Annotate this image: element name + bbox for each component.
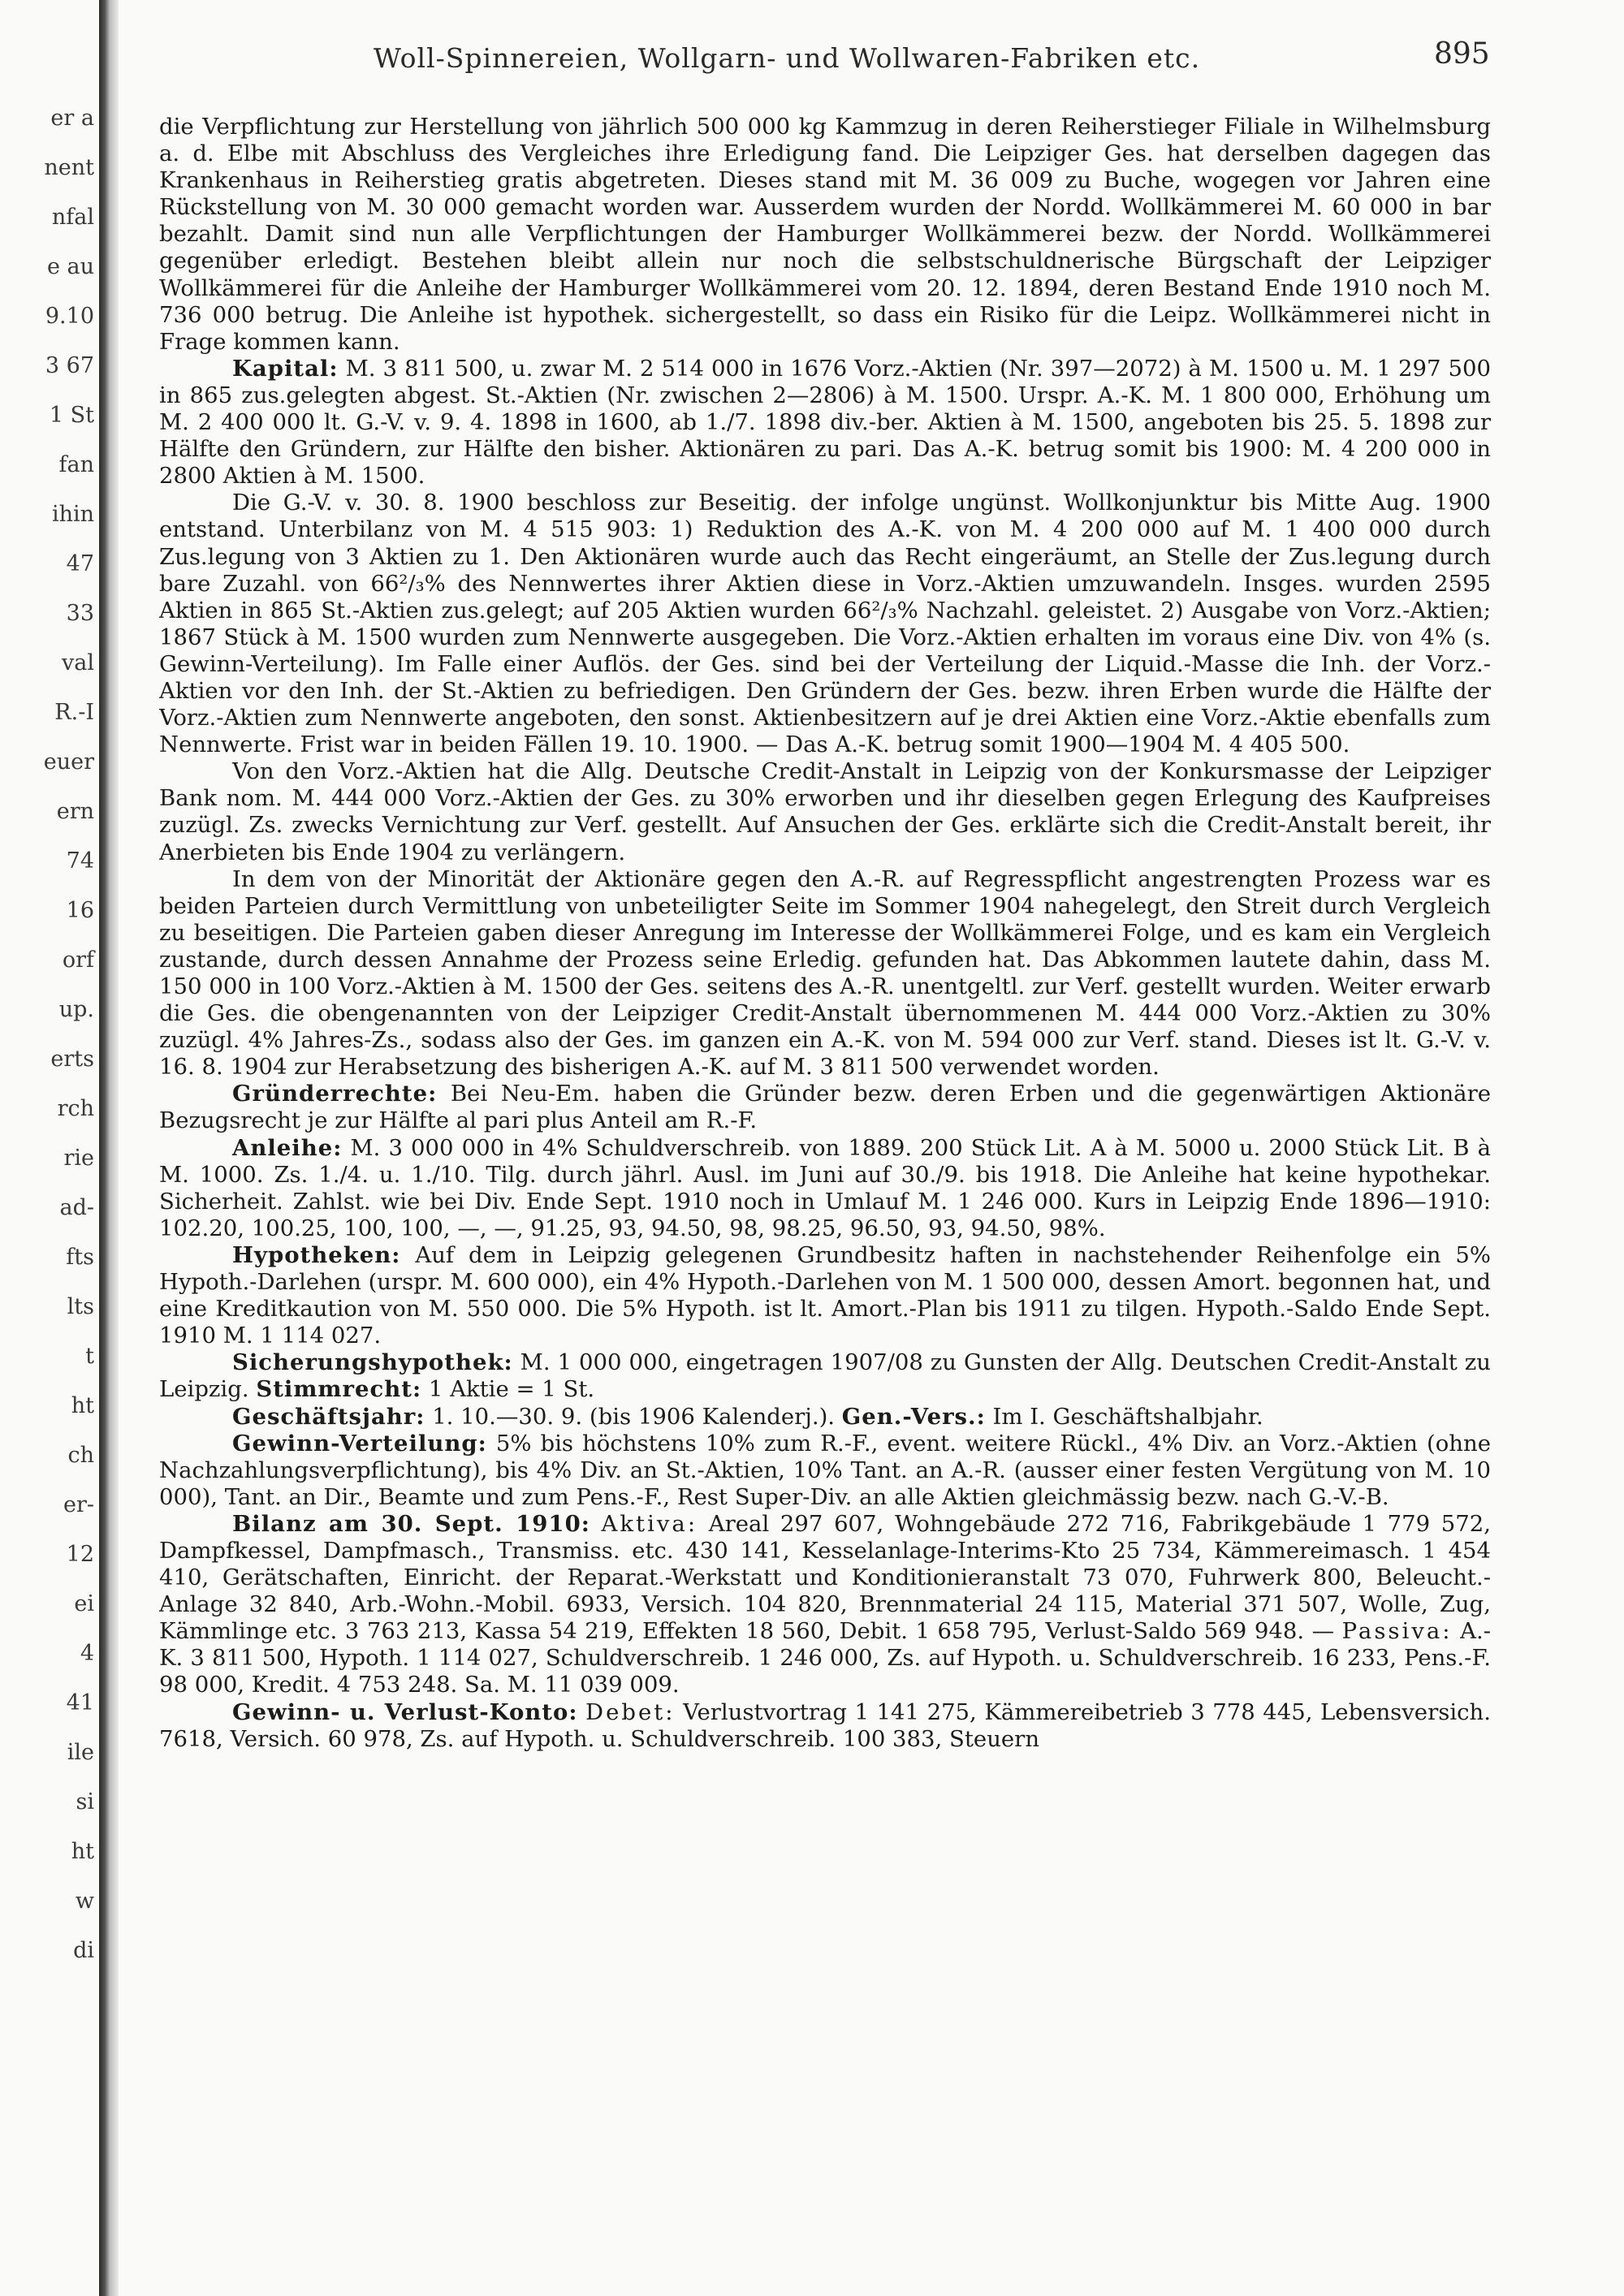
margin-fragment: 41	[66, 1690, 94, 1716]
margin-fragment: 16	[66, 898, 94, 923]
section-label-gruenderrechte: Gründerrechte:	[232, 1081, 438, 1107]
margin-fragment: ihin	[51, 502, 94, 527]
section-label-gen-vers: Gen.-Vers.:	[841, 1403, 986, 1430]
section-label-bilanz: Bilanz am 30. Sept. 1910:	[232, 1510, 590, 1537]
margin-fragment: ern	[56, 799, 94, 824]
section-label-geschaeftsjahr: Geschäftsjahr:	[232, 1403, 425, 1430]
margin-fragment: ad-	[59, 1195, 94, 1220]
margin-fragment: 74	[66, 848, 94, 874]
margin-fragment: up.	[58, 997, 94, 1022]
paragraph-geschaeftsjahr: Geschäftsjahr: 1. 10.—30. 9. (bis 1906 Kalenderj.). Gen.-Vers.: Im I. Geschäftshalbjahr.	[232, 1403, 1263, 1430]
section-label-gewinn-verlust-konto: Gewinn- u. Verlust-Konto:	[232, 1698, 578, 1725]
margin-fragment: orf	[62, 947, 94, 973]
paragraph-gv-1900: Die G.-V. v. 30. 8. 1900 beschloss zur Beseitig. der infolge ungünst. Wollkonjunktur bis Mitte Aug. 1900 entstand. Unterbilanz von M. 4 515 903: 1) Reduktion des A.-K. von M. 4 200 000 auf M. 1 400 000 durch Zus.legung von 3 Aktien zu 1. Den Aktionären wurde auch das Recht eingeräumt, an Stelle der Zus.legung durch bare Zuzahl. von 66²/₃% des Nennwertes ihrer Aktien diese in Vorz.-Aktien umzuwandeln. Insges. wurden 2595 Aktien in 865 St.-Aktien zus.gelegt; auf 205 Aktien wurden 66²/₃% Nachzahl. geleistet. 2) Ausgabe von Vorz.-Aktien; 1867 Stück à M. 1500 wurden zum Nennwerte ausgegeben. Die Vorz.-Aktien erhalten im voraus eine Div. von 4% (s. Gewinn-Verteilung). Im Falle einer Auflös. der Ges. sind bei der Verteilung der Liquid.-Masse die Inh. der Vorz.-Aktien vor den Inh. der St.-Aktien zu befriedigen. Den Gründern der Ges. bezw. ihren Erben wurde die Hälfte der Vorz.-Aktien zum Nennwerte angeboten, den sonst. Aktienbesitzern auf je drei Aktien eine Vorz.-Aktie ebenfalls zum Nennwerte. Frist war in beiden Fällen 19. 10. 1900. — Das A.-K. betrug somit 1900—1904 M. 4 405 500.	[159, 490, 1491, 758]
margin-fragment: ei	[74, 1591, 94, 1616]
section-label-anleihe: Anleihe:	[232, 1134, 343, 1161]
section-label-gewinn-verteilung: Gewinn-Verteilung:	[232, 1430, 487, 1457]
paragraph-vorz-aktien: Von den Vorz.-Aktien hat die Allg. Deutsche Credit-Anstalt in Leipzig von der Konkursmasse der Leipziger Bank nom. M. 444 000 Vorz.-Aktien der Ges. zu 30% erworben und ihr dieselben gegen Erlegung des Kaufpreises zuzügl. Zs. zwecks Vernichtung zur Verf. gestellt. Auf Ansuchen der Ges. erklärte sich die Credit-Anstalt bereit, ihr Anerbieten bis Ende 1904 zu verlängern.	[159, 758, 1491, 865]
margin-fragment: er a	[50, 106, 94, 131]
margin-fragment: ile	[67, 1740, 94, 1765]
paragraph-gewinn-verteilung: Gewinn-Verteilung: 5% bis höchstens 10% zum R.-F., event. weitere Rückl., 4% Div. an Vorz.-Aktien (ohne Nachzahlungsverpflichtung), bis 4% Div. an St.-Aktien, 10% Tant. an A.-R. (ausser einer festen Vergütung von M. 10 000), Tant. an Dir., Beamte und zum Pens.-F., Rest Super-Div. an alle Aktien gleichmässig bezw. nach G.-V.-B.	[159, 1430, 1491, 1510]
margin-fragment: fan	[58, 452, 94, 477]
previous-page-margin	[0, 0, 99, 2296]
margin-fragment: nfal	[51, 205, 94, 230]
margin-fragment: w	[75, 1888, 94, 1914]
debet-label: Debet:	[585, 1698, 676, 1725]
margin-fragment: euer	[43, 749, 94, 775]
section-label-kapital: Kapital:	[232, 355, 339, 382]
paragraph-hypotheken: Hypotheken: Auf dem in Leipzig gelegenen Grundbesitz haften in nachstehender Reihenfolge ein 5% Hypoth.-Darlehen (urspr. M. 600 000), ein 4% Hypoth.-Darlehen von M. 1 500 000, dessen Amort. begonnen hat, und eine Kreditkaution von M. 550 000. Die 5% Hypoth. ist lt. Amort.-Plan bis 1911 zu tilgen. Hypoth.-Saldo Ende Sept. 1910 M. 1 114 027.	[159, 1241, 1491, 1349]
paragraph-anleihe: Anleihe: M. 3 000 000 in 4% Schuldverschreib. von 1889. 200 Stück Lit. A à M. 5000 u. 2000 Stück Lit. B à M. 1000. Zs. 1./4. u. 1./10. Tilg. durch jährl. Ausl. im Juni auf 30./9. bis 1918. Die Anleihe hat keine hypothekar. Sicherheit. Zahlst. wie bei Div. Ende Sept. 1910 noch in Umlauf M. 1 246 000. Kurs in Leipzig Ende 1896—1910: 102.20, 100.25, 100, 100, —, —, 91.25, 93, 94.50, 98, 98.25, 96.50, 93, 94.50, 98%.	[159, 1134, 1491, 1241]
paragraph-intro: die Verpflichtung zur Herstellung von jährlich 500 000 kg Kammzug in deren Reiherstieger Filiale in Wilhelmsburg a. d. Elbe mit Abschluss des Vergleiches ihre Erledigung fand. Die Leipziger Ges. hat derselben dagegen das Krankenhaus in Reiherstieg gratis abgetreten. Dieses stand mit M. 36 009 zu Buche, wogegen vor Jahren eine Rückstellung von M. 30 000 gemacht worden war. Ausserdem wurden der Nordd. Wollkämmerei M. 60 000 in bar bezahlt. Damit sind nun alle Verpflichtungen der Hamburger Wollkämmerei bezw. der Nordd. Wollkämmerei gegenüber erledigt. Bestehen bleibt allein nur noch die selbstschuldnerische Bürgschaft der Leipziger Wollkämmerei für die Anleihe der Hamburger Wollkämmerei vom 20. 12. 1894, deren Bestand Ende 1910 noch M. 736 000 betrug. Die Anleihe ist hypothek. sichergestellt, so dass ein Risiko für die Leipz. Wollkämmerei nicht in Frage kommen kann.	[159, 114, 1491, 355]
margin-fragment: di	[73, 1938, 94, 1963]
margin-fragment: ht	[71, 1839, 94, 1864]
margin-fragment: rch	[57, 1096, 94, 1121]
margin-fragment: t	[85, 1344, 94, 1369]
margin-fragment: si	[76, 1789, 94, 1815]
margin-fragment: 47	[66, 551, 94, 576]
margin-fragment: 4	[80, 1641, 94, 1666]
margin-fragment: 1 St	[49, 403, 94, 428]
margin-fragment: ht	[71, 1393, 94, 1418]
margin-fragment: rie	[63, 1146, 94, 1171]
section-label-sicherungshypothek: Sicherungshypothek:	[232, 1349, 513, 1376]
margin-fragment: 9.10	[45, 304, 94, 329]
aktiva-label: Aktiva:	[601, 1510, 698, 1537]
section-label-stimmrecht: Stimmrecht:	[256, 1376, 422, 1403]
margin-fragment: nent	[44, 155, 94, 180]
passiva-label: Passiva:	[1341, 1618, 1453, 1645]
margin-fragment: 33	[66, 601, 94, 626]
paragraph-gewinn-verlust-konto: Gewinn- u. Verlust-Konto: Debet: Verlustvortrag 1 141 275, Kämmereibetrieb 3 778 445, Lebensversich. 7618, Versich. 60 978, Zs. auf Hypoth. u. Schuldverschreib. 100 383, Steuern	[159, 1698, 1491, 1752]
margin-fragment: 3 67	[45, 353, 94, 378]
page-number: 895	[1434, 37, 1490, 71]
margin-fragment: lts	[67, 1294, 94, 1319]
paragraph-kapital: Kapital: M. 3 811 500, u. zwar M. 2 514 000 in 1676 Vorz.-Aktien (Nr. 397—2072) à M. 1500 u. M. 1 297 500 in 865 zus.gelegten abgest. St.-Aktien (Nr. zwischen 2—2806) à M. 1500. Urspr. A.-K. M. 1 800 000, Erhöhung um M. 2 400 000 lt. G.-V. v. 9. 4. 1898 in 1600, ab 1./7. 1898 div.-ber. Aktien à M. 1500, angeboten bis 25. 5. 1898 zur Hälfte den Gründern, zur Hälfte den bisher. Aktionären zu pari. Das A.-K. betrug somit bis 1900: M. 4 200 000 in 2800 Aktien à M. 1500.	[159, 355, 1491, 490]
margin-fragment: 12	[66, 1542, 94, 1567]
margin-fragment: ch	[67, 1443, 94, 1468]
margin-fragment: er-	[63, 1492, 94, 1517]
margin-fragment: e au	[46, 254, 94, 279]
article-body	[159, 114, 1491, 2257]
margin-fragment: val	[62, 650, 94, 675]
section-label-hypotheken: Hypotheken:	[232, 1241, 401, 1268]
paragraph-sicherungshypothek: Sicherungshypothek: M. 1 000 000, eingetragen 1907/08 zu Gunsten der Allg. Deutschen Credit-Anstalt zu Leipzig. Stimmrecht: 1 Aktie = 1 St.	[159, 1349, 1491, 1403]
margin-fragment: R.-I	[54, 700, 94, 725]
book-binding-shadow	[99, 0, 119, 2296]
margin-fragment: erts	[50, 1047, 94, 1072]
paragraph-prozess: In dem von der Minorität der Aktionäre gegen den A.-R. auf Regresspflicht angestrengten Prozess war es beiden Parteien durch Vermittlung von unbeteiligter Seite im Sommer 1904 nahegelegt, den Streit durch Vergleich zu beseitigen. Die Parteien gaben dieser Anregung im Interesse der Wollkämmerei Folge, und es kam ein Vergleich zustande, durch dessen Annahme der Prozess seine Erledig. gefunden hat. Das Abkommen lautete dahin, dass M. 150 000 in 100 Vorz.-Aktien à M. 1500 der Ges. seitens des A.-R. unentgeltl. zur Verf. gestellt wurden. Weiter erwarb die Ges. die obengenannten von der Leipziger Credit-Anstalt übernommenen M. 444 000 Vorz.-Aktien zu 30% zuzügl. 4% Jahres-Zs., sodass also der Ges. im ganzen ein A.-K. von M. 594 000 zur Verf. stand. Dieses ist lt. G.-V. v. 16. 8. 1904 zur Herabsetzung des bisherigen A.-K. auf M. 3 811 500 verwendet worden.	[159, 865, 1491, 1081]
paragraph-gruenderrechte: Gründerrechte: Bei Neu-Em. haben die Gründer bezw. deren Erben und die gegenwärtigen Aktionäre Bezugsrecht je zur Hälfte al pari plus Anteil am R.-F.	[159, 1081, 1491, 1134]
running-header: Woll-Spinnereien, Wollgarn- und Wollwaren-Fabriken etc.	[374, 42, 1201, 74]
margin-fragment: fts	[66, 1245, 94, 1270]
paragraph-bilanz: Bilanz am 30. Sept. 1910: Aktiva: Areal 297 607, Wohngebäude 272 716, Fabrikgebäude 1 779 572, Dampfkessel, Dampfmasch., Transmiss. etc. 430 141, Kesselanlage-Interims-Kto 25 734, Kämmereimasch. 1 454 410, Gerätschaften, Einricht. der Reparat.-Werkstatt und Konditionieranstalt 73 070, Fuhrwerk 800, Beleucht.-Anlage 32 840, Arb.-Wohn.-Mobil. 6933, Versich. 104 820, Brennmaterial 24 115, Material 371 507, Wolle, Zug, Kämmlinge etc. 3 763 213, Kassa 54 219, Effekten 18 560, Debit. 1 658 795, Verlust-Saldo 569 948. — Passiva: A.-K. 3 811 500, Hypoth. 1 114 027, Schuldverschreib. 1 246 000, Zs. auf Hypoth. u. Schuldverschreib. 16 233, Pens.-F. 98 000, Kredit. 4 753 248. Sa. M. 11 039 009.	[159, 1510, 1491, 1698]
